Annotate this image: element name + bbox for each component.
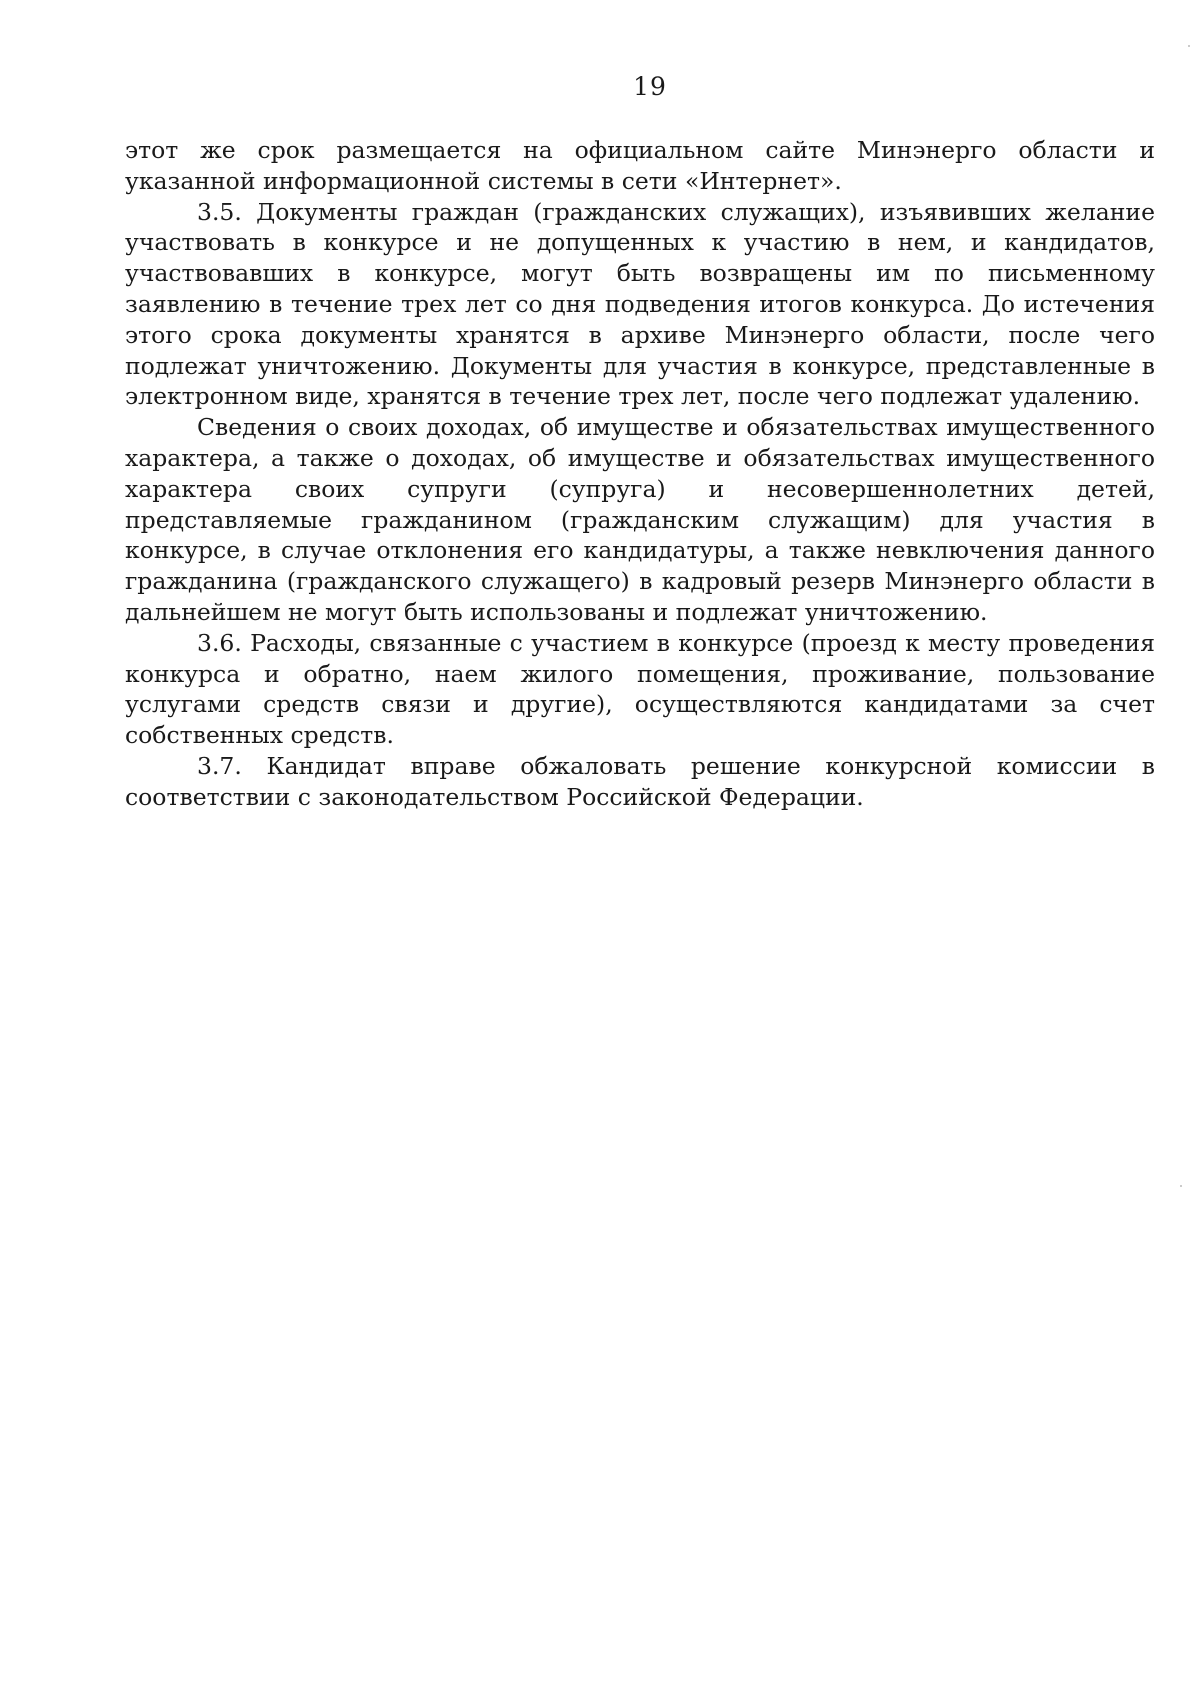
scan-speck — [1188, 45, 1190, 47]
paragraph-3-6: 3.6. Расходы, связанные с участием в конкурсе (проезд к месту проведения конкурса и обратно, наем жилого помещения, проживание, пользование услугами средств связи и другие), осуществляются кандидатами за счет собственных средств. — [125, 628, 1155, 750]
paragraph-income-info: Сведения о своих доходах, об имуществе и обязательствах имущественного характера, а также о доходах, об имуществе и обязательствах имущественного характера своих супруги (супруга) и несовершеннолетних детей, представляемые гражданином (гражданским служащим) для участия в конкурсе, в случае отклонения его кандидатуры, а также невключения данного гражданина (гражданского служащего) в кадровый резерв Минэнерго области в дальнейшем не могут быть использованы и подлежат уничтожению. — [125, 413, 1155, 626]
paragraph-3-7: 3.7. Кандидат вправе обжаловать решение конкурсной комиссии в соответствии с законодательством Российской Федерации. — [125, 751, 1155, 811]
paragraph-3-5: 3.5. Документы граждан (гражданских служащих), изъявивших желание участвовать в конкурсе и не допущенных к участию в нем, и кандидатов, участвовавших в конкурсе, могут быть возвращены им по письменному заявлению в течение трех лет со дня подведения итогов конкурса. До истечения этого срока документы хранятся в архиве Минэнерго области, после чего подлежат уничтожению. Документы для участия в конкурсе, представленные в электронном виде, хранятся в течение трех лет, после чего подлежат удалению. — [125, 197, 1155, 411]
page-number: 19 — [633, 72, 667, 101]
scan-speck — [1180, 1185, 1182, 1187]
document-body — [125, 135, 1155, 813]
paragraph-continuation: этот же срок размещается на официальном сайте Минэнерго области и указанной информационной системы в сети «Интернет». — [125, 136, 1155, 195]
